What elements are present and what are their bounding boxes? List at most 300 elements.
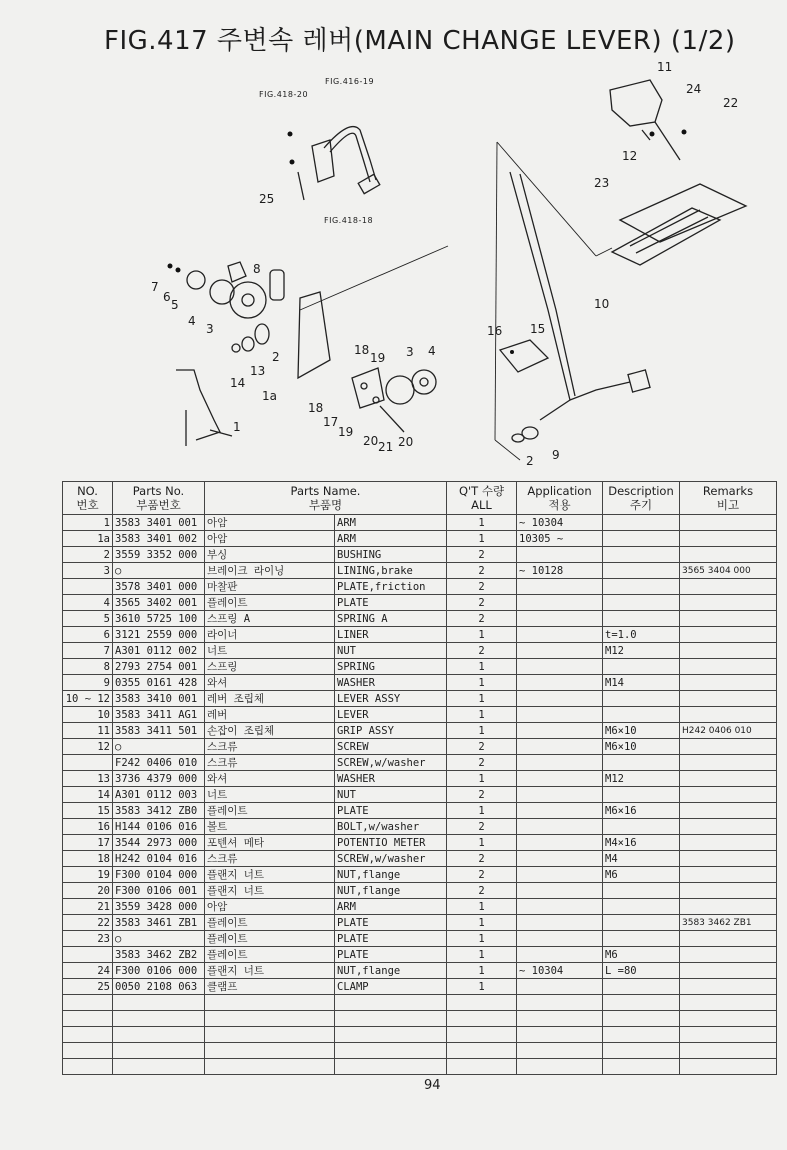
cell-quantity: 2 — [447, 563, 517, 579]
cell-quantity: 2 — [447, 579, 517, 595]
cell-row-number: 4 — [63, 595, 113, 611]
cell-row-number: 10 — [63, 707, 113, 723]
callout-label: 24 — [686, 82, 702, 96]
cell-part-name-english: PLATE — [335, 915, 447, 931]
cell-row-number: 24 — [63, 963, 113, 979]
cell-part-number: 0050 2108 063 — [113, 979, 205, 995]
table-row — [63, 963, 777, 979]
cell-remarks: 3583 3462 ZB1 — [680, 915, 777, 931]
empty-row — [63, 995, 777, 1011]
cell-application — [517, 883, 603, 899]
cell-application — [517, 947, 603, 963]
cell-part-name-english: NUT,flange — [335, 883, 447, 899]
cell-description — [603, 883, 680, 899]
cell-remarks — [680, 675, 777, 691]
cell-row-number: 2 — [63, 547, 113, 563]
cell-remarks — [680, 947, 777, 963]
empty-cell — [603, 1043, 680, 1059]
table-row — [63, 675, 777, 691]
cell-part-name-korean: 스프링 — [205, 659, 335, 675]
callout-label: 3 — [406, 345, 414, 359]
cell-row-number: 12 — [63, 739, 113, 755]
cell-part-name-english: LINER — [335, 627, 447, 643]
cell-quantity: 1 — [447, 691, 517, 707]
cell-row-number: 9 — [63, 675, 113, 691]
cell-description: M12 — [603, 643, 680, 659]
cell-part-number: 3559 3352 000 — [113, 547, 205, 563]
cell-remarks — [680, 659, 777, 675]
cell-row-number: 7 — [63, 643, 113, 659]
callout-label: 18 — [308, 401, 324, 415]
cell-row-number — [63, 947, 113, 963]
cell-part-name-korean: 볼트 — [205, 819, 335, 835]
callout-label: 20 — [398, 435, 414, 449]
callout-label: FIG.418-20 — [259, 90, 309, 99]
cell-part-number: 3610 5725 100 — [113, 611, 205, 627]
callout-label: 5 — [171, 298, 179, 312]
cell-part-name-korean: 부싱 — [205, 547, 335, 563]
cell-description — [603, 595, 680, 611]
cell-part-name-english: PLATE — [335, 803, 447, 819]
cell-remarks — [680, 771, 777, 787]
cell-quantity: 2 — [447, 787, 517, 803]
cell-part-number: F242 0406 010 — [113, 755, 205, 771]
empty-cell — [335, 995, 447, 1011]
cell-description — [603, 979, 680, 995]
cell-description: M4 — [603, 851, 680, 867]
empty-cell — [517, 1043, 603, 1059]
callout-label: 23 — [594, 176, 610, 190]
cell-row-number: 22 — [63, 915, 113, 931]
empty-cell — [447, 1011, 517, 1027]
cell-application — [517, 787, 603, 803]
cell-part-number: A301 0112 002 — [113, 643, 205, 659]
callout-label: 21 — [378, 440, 394, 454]
cell-part-name-english: WASHER — [335, 675, 447, 691]
table-row — [63, 915, 777, 931]
cell-application — [517, 851, 603, 867]
cell-part-name-korean: 아암 — [205, 515, 335, 531]
callout-label: 8 — [253, 262, 261, 276]
cell-part-name-korean: 포텐셔 메타 — [205, 835, 335, 851]
cell-part-number: 3583 3401 002 — [113, 531, 205, 547]
empty-cell — [205, 1027, 335, 1043]
cell-remarks — [680, 851, 777, 867]
parts-table — [62, 481, 777, 1075]
table-row — [63, 755, 777, 771]
table-row — [63, 627, 777, 643]
empty-cell — [680, 1043, 777, 1059]
table-row — [63, 563, 777, 579]
cell-part-number: 3583 3462 ZB2 — [113, 947, 205, 963]
cell-row-number: 1a — [63, 531, 113, 547]
cell-part-number: ○ — [113, 563, 205, 579]
empty-cell — [517, 1011, 603, 1027]
cell-description — [603, 931, 680, 947]
empty-cell — [335, 1059, 447, 1075]
callout-label: 6 — [163, 290, 171, 304]
table-row — [63, 867, 777, 883]
empty-row — [63, 1043, 777, 1059]
cell-description — [603, 819, 680, 835]
cell-part-name-korean: 손잡이 조립체 — [205, 723, 335, 739]
cell-row-number: 5 — [63, 611, 113, 627]
table-row — [63, 819, 777, 835]
cell-remarks — [680, 643, 777, 659]
cell-row-number: 16 — [63, 819, 113, 835]
cell-quantity: 1 — [447, 659, 517, 675]
cell-part-name-korean: 플랜지 너트 — [205, 883, 335, 899]
cell-remarks — [680, 867, 777, 883]
cell-application: ~ 10304 — [517, 515, 603, 531]
cell-application — [517, 627, 603, 643]
cell-part-name-korean: 와셔 — [205, 675, 335, 691]
cell-remarks — [680, 819, 777, 835]
cell-description — [603, 547, 680, 563]
cell-part-name-korean: 플레이트 — [205, 803, 335, 819]
cell-part-name-korean: 와셔 — [205, 771, 335, 787]
cell-remarks — [680, 787, 777, 803]
cell-quantity: 2 — [447, 851, 517, 867]
cell-quantity: 1 — [447, 627, 517, 643]
cell-quantity: 1 — [447, 675, 517, 691]
cell-part-name-english: LEVER — [335, 707, 447, 723]
table-row — [63, 947, 777, 963]
cell-description: M12 — [603, 771, 680, 787]
cell-description: t=1.0 — [603, 627, 680, 643]
cell-remarks — [680, 963, 777, 979]
cell-row-number — [63, 579, 113, 595]
cell-description: M6×10 — [603, 739, 680, 755]
cell-application — [517, 723, 603, 739]
cell-description — [603, 787, 680, 803]
cell-part-name-korean: 브레이크 라이닝 — [205, 563, 335, 579]
header-parts-no: Parts No. 부품번호 — [113, 482, 205, 515]
cell-quantity: 1 — [447, 947, 517, 963]
empty-cell — [205, 1059, 335, 1075]
cell-part-number: 0355 0161 428 — [113, 675, 205, 691]
empty-cell — [447, 995, 517, 1011]
cell-part-number: ○ — [113, 931, 205, 947]
cell-part-name-english: SCREW — [335, 739, 447, 755]
cell-part-name-korean: 플레이트 — [205, 595, 335, 611]
cell-quantity: 1 — [447, 771, 517, 787]
cell-application — [517, 835, 603, 851]
table-row — [63, 579, 777, 595]
empty-cell — [517, 995, 603, 1011]
table-row — [63, 643, 777, 659]
cell-description — [603, 531, 680, 547]
cell-application — [517, 659, 603, 675]
cell-part-name-english: LEVER ASSY — [335, 691, 447, 707]
callout-label: 19 — [338, 425, 354, 439]
cell-part-name-english: BOLT,w/washer — [335, 819, 447, 835]
cell-remarks — [680, 755, 777, 771]
cell-row-number: 20 — [63, 883, 113, 899]
callout-label: 13 — [250, 364, 266, 378]
cell-application — [517, 611, 603, 627]
table-row — [63, 595, 777, 611]
empty-cell — [113, 1043, 205, 1059]
cell-part-number: 3736 4379 000 — [113, 771, 205, 787]
cell-description: M6×10 — [603, 723, 680, 739]
cell-part-name-korean: 레버 — [205, 707, 335, 723]
cell-row-number: 18 — [63, 851, 113, 867]
cell-part-number: 3583 3401 001 — [113, 515, 205, 531]
table-row — [63, 547, 777, 563]
cell-application — [517, 771, 603, 787]
cell-part-number: 3544 2973 000 — [113, 835, 205, 851]
cell-remarks: 3565 3404 000 — [680, 563, 777, 579]
empty-cell — [63, 995, 113, 1011]
table-row — [63, 883, 777, 899]
cell-part-number: F300 0104 000 — [113, 867, 205, 883]
table-row — [63, 611, 777, 627]
cell-application — [517, 547, 603, 563]
cell-application — [517, 899, 603, 915]
cell-part-number: 3583 3410 001 — [113, 691, 205, 707]
cell-row-number: 23 — [63, 931, 113, 947]
cell-quantity: 1 — [447, 723, 517, 739]
header-remarks: Remarks 비고 — [680, 482, 777, 515]
cell-part-name-english: WASHER — [335, 771, 447, 787]
empty-cell — [113, 1011, 205, 1027]
cell-quantity: 1 — [447, 531, 517, 547]
table-header-row — [63, 482, 777, 515]
cell-row-number: 19 — [63, 867, 113, 883]
callout-label: 2 — [272, 350, 280, 364]
cell-application — [517, 755, 603, 771]
cell-part-name-korean: 스크류 — [205, 739, 335, 755]
cell-part-name-korean: 스프링 A — [205, 611, 335, 627]
cell-description: M14 — [603, 675, 680, 691]
cell-remarks — [680, 595, 777, 611]
cell-part-number: F300 0106 000 — [113, 963, 205, 979]
cell-application — [517, 643, 603, 659]
cell-application — [517, 819, 603, 835]
page-number: 94 — [424, 1078, 441, 1093]
cell-part-number: 3121 2559 000 — [113, 627, 205, 643]
cell-part-name-english: ARM — [335, 515, 447, 531]
callout-label: 4 — [188, 314, 196, 328]
cell-application — [517, 915, 603, 931]
cell-part-name-korean: 플레이트 — [205, 947, 335, 963]
cell-row-number: 21 — [63, 899, 113, 915]
cell-part-number: 3578 3401 000 — [113, 579, 205, 595]
cell-part-name-korean: 마찰판 — [205, 579, 335, 595]
callout-label: 2 — [526, 454, 534, 468]
cell-part-name-korean: 너트 — [205, 643, 335, 659]
empty-cell — [517, 1059, 603, 1075]
empty-cell — [447, 1043, 517, 1059]
empty-cell — [603, 995, 680, 1011]
empty-cell — [335, 1043, 447, 1059]
cell-part-number: 3559 3428 000 — [113, 899, 205, 915]
callout-label: 25 — [259, 192, 275, 206]
cell-description — [603, 579, 680, 595]
cell-application — [517, 803, 603, 819]
cell-part-name-korean: 플레이트 — [205, 931, 335, 947]
cell-part-number: 3583 3411 AG1 — [113, 707, 205, 723]
cell-description: M6 — [603, 947, 680, 963]
table-row — [63, 739, 777, 755]
cell-remarks — [680, 611, 777, 627]
cell-row-number: 17 — [63, 835, 113, 851]
cell-remarks — [680, 579, 777, 595]
cell-part-name-english: SPRING A — [335, 611, 447, 627]
cell-quantity: 2 — [447, 611, 517, 627]
cell-part-number: 2793 2754 001 — [113, 659, 205, 675]
cell-part-name-english: SPRING — [335, 659, 447, 675]
cell-quantity: 1 — [447, 803, 517, 819]
cell-application — [517, 867, 603, 883]
table-row — [63, 851, 777, 867]
empty-row — [63, 1059, 777, 1075]
empty-cell — [680, 1027, 777, 1043]
empty-cell — [680, 1011, 777, 1027]
empty-cell — [113, 995, 205, 1011]
table-row — [63, 659, 777, 675]
callout-label: 1 — [233, 420, 241, 434]
cell-description: L =80 — [603, 963, 680, 979]
cell-remarks — [680, 531, 777, 547]
empty-cell — [205, 1011, 335, 1027]
cell-quantity: 1 — [447, 835, 517, 851]
empty-cell — [63, 1027, 113, 1043]
table-row — [63, 771, 777, 787]
page-title: FIG.417 주변속 레버(MAIN CHANGE LEVER) (1/2) — [104, 26, 736, 56]
cell-remarks — [680, 803, 777, 819]
cell-row-number: 13 — [63, 771, 113, 787]
cell-part-number: ○ — [113, 739, 205, 755]
cell-description — [603, 899, 680, 915]
cell-part-name-english: NUT — [335, 787, 447, 803]
empty-cell — [447, 1027, 517, 1043]
cell-part-name-korean: 클램프 — [205, 979, 335, 995]
cell-quantity: 1 — [447, 707, 517, 723]
empty-cell — [680, 995, 777, 1011]
empty-cell — [113, 1027, 205, 1043]
cell-part-name-english: PLATE — [335, 931, 447, 947]
cell-part-number: 3565 3402 001 — [113, 595, 205, 611]
cell-part-number: H144 0106 016 — [113, 819, 205, 835]
cell-row-number: 11 — [63, 723, 113, 739]
cell-part-name-korean: 스크류 — [205, 755, 335, 771]
callout-label: 17 — [323, 415, 339, 429]
cell-part-name-korean: 너트 — [205, 787, 335, 803]
callout-label: 9 — [552, 448, 560, 462]
table-row — [63, 899, 777, 915]
callout-label: 20 — [363, 434, 379, 448]
cell-part-name-english: SCREW,w/washer — [335, 755, 447, 771]
cell-part-name-english: ARM — [335, 531, 447, 547]
cell-quantity: 1 — [447, 963, 517, 979]
cell-quantity: 2 — [447, 867, 517, 883]
cell-application — [517, 675, 603, 691]
cell-application — [517, 579, 603, 595]
cell-description: M6×16 — [603, 803, 680, 819]
header-qty: Q'T 수량 ALL — [447, 482, 517, 515]
cell-quantity: 1 — [447, 931, 517, 947]
cell-application — [517, 739, 603, 755]
cell-part-name-korean: 레버 조립체 — [205, 691, 335, 707]
cell-row-number: 8 — [63, 659, 113, 675]
cell-part-name-english: PLATE,friction — [335, 579, 447, 595]
cell-remarks — [680, 899, 777, 915]
cell-part-number: H242 0104 016 — [113, 851, 205, 867]
cell-part-name-english: CLAMP — [335, 979, 447, 995]
cell-row-number — [63, 755, 113, 771]
cell-description — [603, 915, 680, 931]
cell-remarks — [680, 739, 777, 755]
cell-row-number: 15 — [63, 803, 113, 819]
callout-label: FIG.416-19 — [325, 77, 375, 86]
cell-part-name-korean: 플레이트 — [205, 915, 335, 931]
cell-description — [603, 755, 680, 771]
cell-remarks — [680, 707, 777, 723]
cell-quantity: 2 — [447, 819, 517, 835]
cell-part-number: 3583 3412 ZB0 — [113, 803, 205, 819]
table-row — [63, 979, 777, 995]
callout-label: 11 — [657, 60, 673, 74]
empty-cell — [603, 1059, 680, 1075]
cell-description: M6 — [603, 867, 680, 883]
cell-remarks — [680, 835, 777, 851]
empty-cell — [205, 995, 335, 1011]
cell-part-name-english: PLATE — [335, 595, 447, 611]
cell-remarks — [680, 979, 777, 995]
header-application: Application 적용 — [517, 482, 603, 515]
callout-label: 19 — [370, 351, 386, 365]
cell-part-name-english: GRIP ASSY — [335, 723, 447, 739]
callout-label: 3 — [206, 322, 214, 336]
cell-row-number: 6 — [63, 627, 113, 643]
callout-label: 7 — [151, 280, 159, 294]
cell-part-number: 3583 3411 501 — [113, 723, 205, 739]
cell-application — [517, 691, 603, 707]
cell-quantity: 2 — [447, 643, 517, 659]
empty-cell — [63, 1059, 113, 1075]
cell-remarks — [680, 547, 777, 563]
parts-table-body — [63, 515, 777, 1075]
cell-quantity: 2 — [447, 547, 517, 563]
table-row — [63, 691, 777, 707]
table-row — [63, 803, 777, 819]
cell-row-number: 1 — [63, 515, 113, 531]
cell-quantity: 1 — [447, 979, 517, 995]
callout-label: 10 — [594, 297, 610, 311]
exploded-parts-diagram — [0, 60, 787, 480]
table-row — [63, 531, 777, 547]
cell-description — [603, 611, 680, 627]
callout-label: 16 — [487, 324, 503, 338]
cell-description — [603, 563, 680, 579]
cell-quantity: 1 — [447, 915, 517, 931]
callout-label: 1a — [262, 389, 277, 403]
table-row — [63, 835, 777, 851]
cell-row-number: 10 ~ 12 — [63, 691, 113, 707]
empty-cell — [63, 1043, 113, 1059]
cell-part-name-english: LINING,brake — [335, 563, 447, 579]
cell-part-name-english: NUT,flange — [335, 963, 447, 979]
callout-label: 12 — [622, 149, 638, 163]
cell-application — [517, 931, 603, 947]
cell-description — [603, 515, 680, 531]
header-no: NO. 번호 — [63, 482, 113, 515]
table-row — [63, 723, 777, 739]
cell-part-number: A301 0112 003 — [113, 787, 205, 803]
empty-row — [63, 1011, 777, 1027]
